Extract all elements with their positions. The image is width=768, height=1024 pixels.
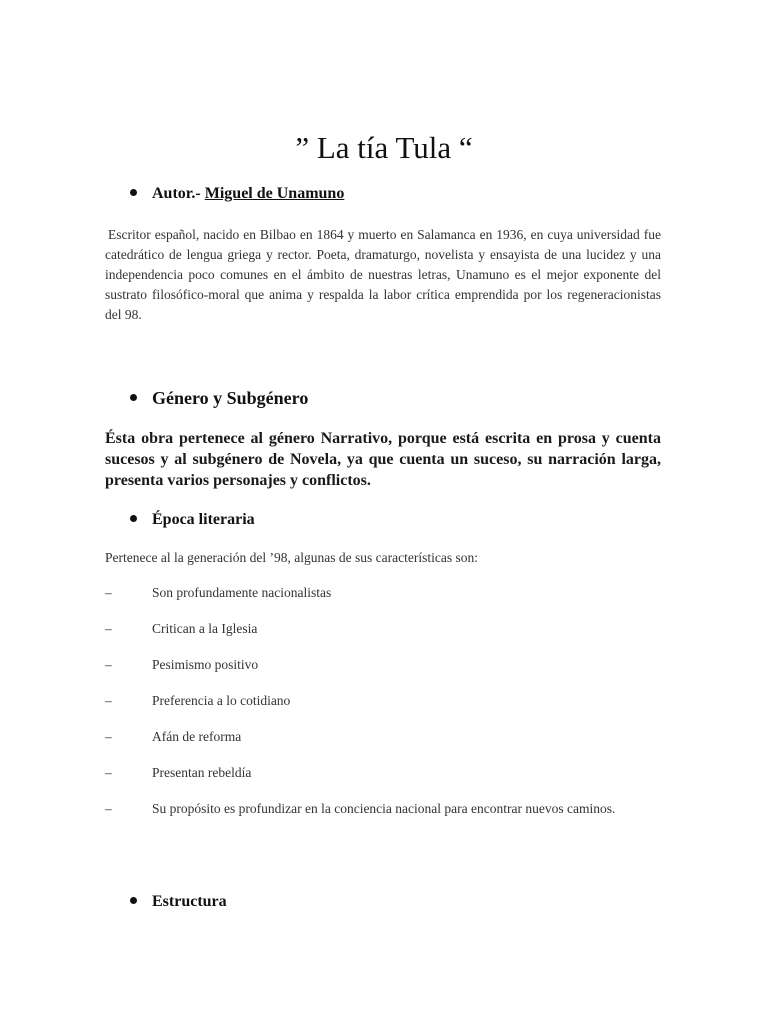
author-bio: Escritor español, nacido en Bilbao en 1864 y muerto en Salamanca en 1936, en cuya universidad fue catedrático de lengua griega y rector. Poeta, dramaturgo, novelista y ensayista de una lucidez y una independencia poco comunes en el ámbito de nuestras letras, Unamuno es el mejor exponente del sustrato filosófico-moral que anima y respalda la labor crítica emprendida por los regeneracionistas del 98.	[105, 227, 661, 322]
dash-marker: –	[105, 621, 112, 636]
list-item	[105, 691, 661, 727]
author-heading	[130, 183, 344, 205]
dash-marker: –	[105, 729, 112, 744]
author-name: Miguel de Unamuno	[204, 185, 345, 202]
list-item-long	[105, 799, 661, 819]
subgenre-name: Novela	[289, 451, 338, 468]
bullet-icon	[130, 515, 137, 522]
document-title: ” La tía Tula “	[295, 130, 473, 165]
characteristics-list	[105, 583, 661, 819]
structure-heading	[130, 891, 227, 913]
list-item-text: Preferencia a lo cotidiano	[152, 693, 291, 708]
list-item	[105, 619, 661, 655]
genre-name: Narrativo	[320, 430, 389, 447]
genre-text-part2: , porque está escrita en prosa y cuenta sucesos y al subgénero de	[105, 430, 661, 468]
list-item	[105, 799, 661, 819]
genre-heading-text: Género y Subgénero	[152, 388, 309, 408]
list-item	[105, 583, 661, 619]
list-item	[105, 655, 661, 691]
genre-paragraph	[105, 428, 661, 491]
dash-marker: –	[105, 765, 112, 780]
list-item	[105, 763, 661, 799]
period-heading	[130, 509, 255, 531]
list-item-text: Critican a la Iglesia	[152, 621, 258, 636]
genre-text-part1: Ésta obra pertenece al género	[105, 430, 321, 447]
list-item-text: Pesimismo positivo	[152, 657, 259, 672]
period-heading-text: Época literaria	[152, 511, 255, 528]
bullet-icon	[130, 394, 137, 401]
list-item-text: Son profundamente nacionalistas	[152, 585, 332, 600]
list-item-text: Afán de reforma	[152, 729, 242, 744]
list-item	[105, 727, 661, 763]
list-item-text: Su propósito es profundizar en la conciencia nacional para encontrar nuevos caminos.	[152, 801, 616, 816]
period-intro: Pertenece al la generación del ’98, algunas de sus características son:	[105, 550, 478, 565]
dash-marker: –	[105, 657, 112, 672]
author-label: Autor.-	[152, 185, 201, 202]
genre-heading	[130, 386, 308, 410]
dash-marker: –	[105, 801, 112, 816]
list-item-text: Presentan rebeldía	[152, 765, 252, 780]
dash-marker: –	[105, 585, 112, 600]
dash-marker: –	[105, 693, 112, 708]
bullet-icon	[130, 897, 137, 904]
genre-text-part3: , ya que cuenta un suceso, su narración larga, presenta varios personajes y conflictos.	[105, 451, 661, 489]
structure-heading-text: Estructura	[152, 893, 227, 910]
bullet-icon	[130, 189, 137, 196]
